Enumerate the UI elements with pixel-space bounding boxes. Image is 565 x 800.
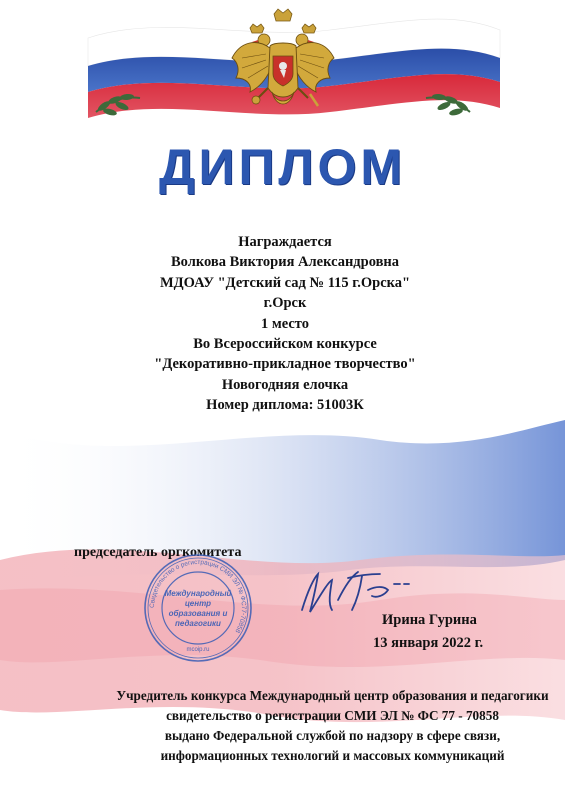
svg-text:образования и: образования и — [168, 609, 228, 618]
city-name: г.Орск — [263, 295, 307, 312]
svg-text:Свидетельство о регистрации СМ: Свидетельство о регистрации СМИ ЭЛ № ФС77-70858 — [148, 558, 248, 635]
diploma-title: ДИПЛОМ — [158, 139, 407, 195]
founder-line-1: Учредитель конкурса Международный центр образования и педагогики — [116, 688, 549, 703]
founder-line-2: свидетельство о регистрации СМИ ЭЛ № ФС 77 - 70858 — [166, 708, 499, 723]
svg-text:педагогики: педагогики — [175, 619, 221, 628]
recipient-name: Волкова Виктория Александровна — [170, 254, 400, 271]
organization-stamp — [142, 552, 254, 664]
founder-info — [100, 686, 565, 766]
handwritten-signature — [292, 560, 422, 620]
award-text-block — [60, 232, 510, 416]
institution-name: МДОАУ "Детский сад № 115 г.Орска" — [159, 274, 411, 291]
work-title: Новогодняя елочка — [221, 376, 349, 393]
svg-text:mcoip.ru: mcoip.ru — [186, 647, 210, 653]
founder-line-4: информационных технологий и массовых коммуникаций — [160, 748, 505, 763]
contest-label: Во Всероссийском конкурсе — [193, 336, 377, 353]
diploma-number: Номер диплома: 51003К — [206, 397, 364, 414]
svg-text:центр: центр — [184, 599, 212, 608]
chairman-label: председатель оргкомитета — [74, 545, 242, 560]
coat-of-arms-emblem — [228, 8, 338, 126]
svg-text:Международный: Международный — [164, 589, 232, 598]
signer-name: Ирина Гурина — [382, 612, 477, 628]
issue-date: 13 января 2022 г. — [373, 635, 484, 651]
contest-name: "Декоративно-прикладное творчество" — [154, 356, 416, 373]
founder-line-3: выдано Федеральной службой по надзору в сфере связи, — [164, 728, 501, 743]
place-awarded: 1 место — [261, 315, 309, 332]
awarded-label: Награждается — [238, 234, 332, 250]
